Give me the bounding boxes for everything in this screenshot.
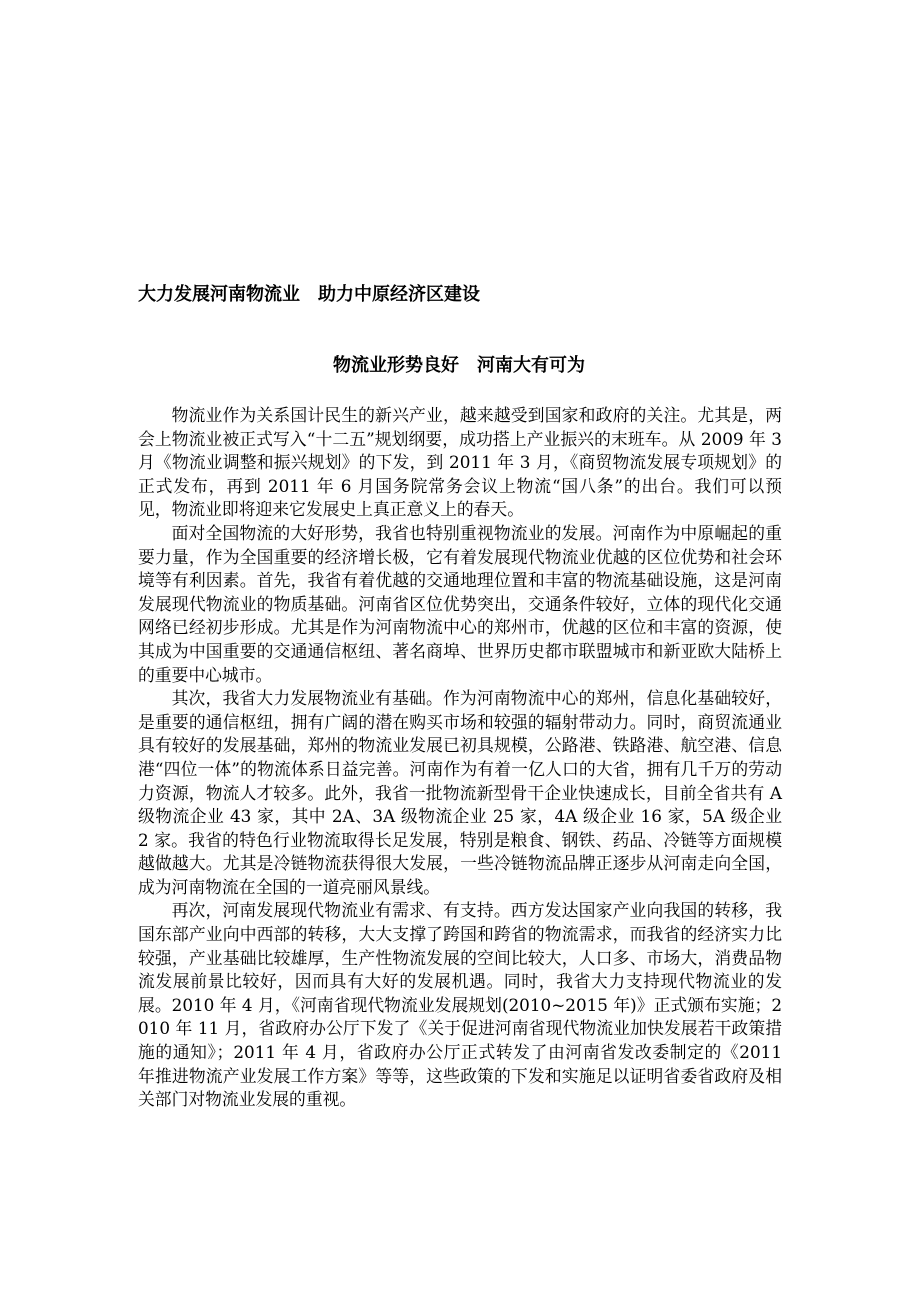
- section-heading: 物流业形势良好 河南大有可为: [333, 355, 585, 376]
- paragraph-1: 物流业作为关系国计民生的新兴产业，越来越受到国家和政府的关注。尤其是，两会上物流业被正式写入“十二五”规划纲要，成功搭上产业振兴的末班车。从 2009 年 3 月《物流业调整和振兴规划》的下发，到 2011 年 3 月，《商贸物流发展专项规划》的正式发布，再到 2011 年 6 月国务院常务会议上物流“国八条”的出台。我们可以预见，物流业即将迎来它发展史上真正意义上的春天。: [138, 405, 782, 520]
- body-text: [138, 404, 782, 1112]
- paragraph-4: 再次，河南发展现代物流业有需求、有支持。西方发达国家产业向我国的转移，我国东部产业向中西部的转移，大大支撑了跨国和跨省的物流需求，而我省的经济实力比较强，产业基础比较雄厚，生产性物流发展的空间比较大，人口多、市场大，消费品物流发展前景比较好，因而具有大好的发展机遇。同时，我省大力支持现代物流业的发展。2010 年 4 月，《河南省现代物流业发展规划(2010~2015 年)》正式颁布实施；2010 年 11 月，省政府办公厅下发了《关于促进河南省现代物流业加快发展若干政策措施的通知》；2011 年 4 月，省政府办公厅正式转发了由河南省发改委制定的《2011 年推进物流产业发展工作方案》等等，这些政策的下发和实施足以证明省委省政府及相关部门对物流业发展的重视。: [138, 900, 782, 1110]
- paragraph-3: 其次，我省大力发展物流业有基础。作为河南物流中心的郑州，信息化基础较好，是重要的通信枢纽，拥有广阔的潜在购买市场和较强的辐射带动力。同时，商贸流通业具有较好的发展基础，郑州的物流业发展已初具规模，公路港、铁路港、航空港、信息港“四位一体”的物流体系日益完善。河南作为有着一亿人口的大省，拥有几千万的劳动力资源，物流人才较多。此外，我省一批物流新型骨干企业快速成长，目前全省共有 A 级物流企业 43 家，其中 2A、3A 级物流企业 25 家，4A 级企业 16 家，5A 级企业 2 家。我省的特色行业物流取得长足发展，特别是粮食、钢铁、药品、冷链等方面规模越做越大。尤其是冷链物流获得很大发展，一些冷链物流品牌正逐步从河南走向全国，成为河南物流在全国的一道亮丽风景线。: [138, 688, 782, 897]
- document-title: 大力发展河南物流业 助力中原经济区建设: [138, 284, 480, 305]
- paragraph-2: 面对全国物流的大好形势，我省也特别重视物流业的发展。河南作为中原崛起的重要力量，作为全国重要的经济增长极，它有着发展现代物流业优越的区位优势和社会环境等有利因素。首先，我省有着优越的交通地理位置和丰富的物流基础设施，这是河南发展现代物流业的物质基础。河南省区位优势突出，交通条件较好，立体的现代化交通网络已经初步形成。尤其是作为河南物流中心的郑州市，优越的区位和丰富的资源，使其成为中国重要的交通通信枢纽、著名商埠、世界历史都市联盟城市和新亚欧大陆桥上的重要中心城市。: [138, 522, 782, 685]
